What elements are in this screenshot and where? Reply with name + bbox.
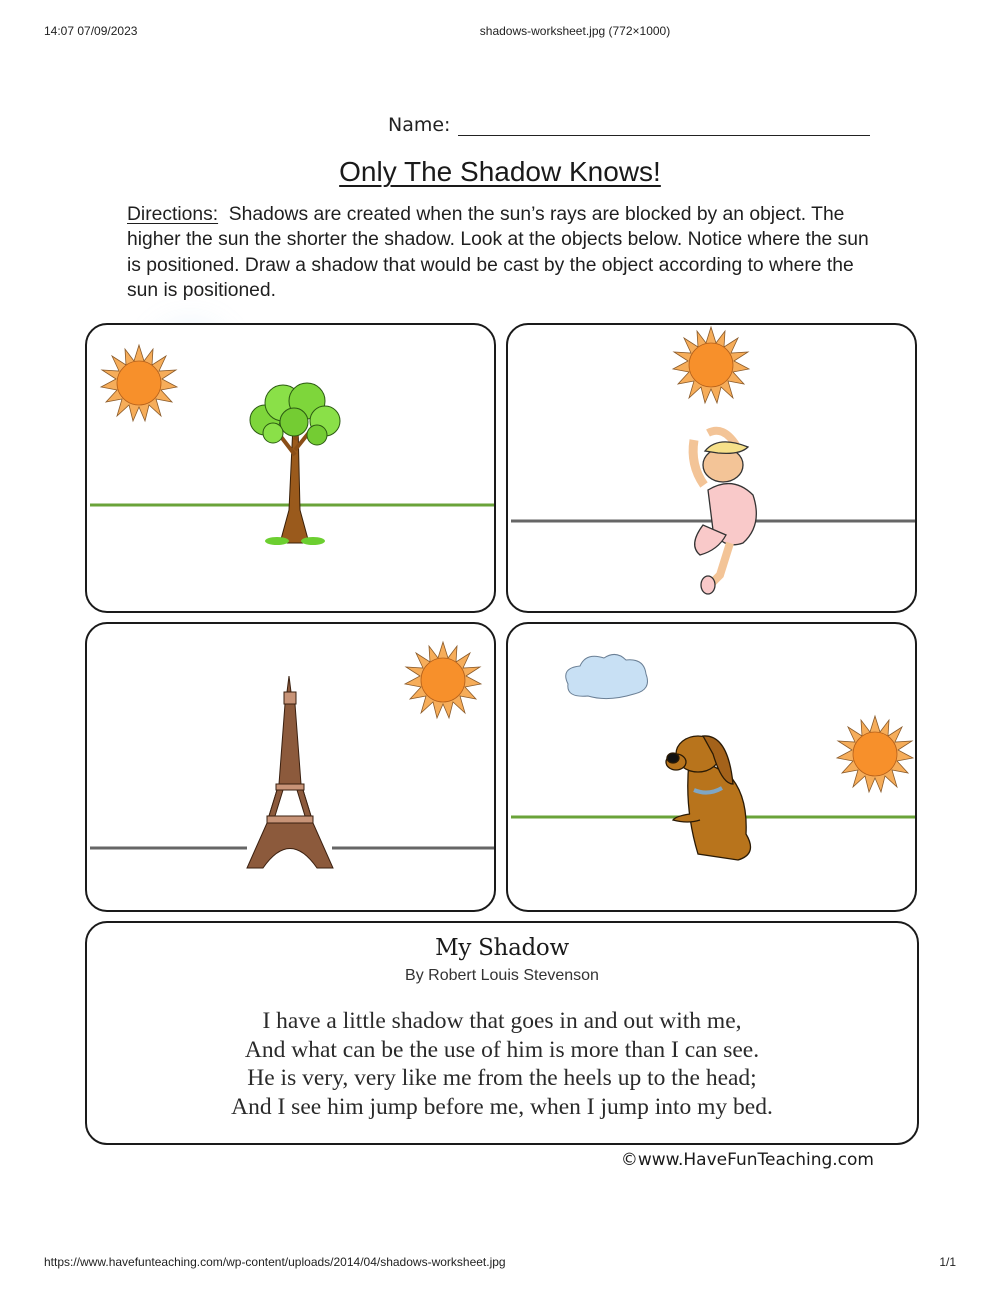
print-footer [0, 1255, 1000, 1271]
name-blank-line[interactable] [458, 116, 870, 136]
sun-icon [101, 345, 177, 421]
eiffel-tower-icon [247, 676, 333, 868]
drawing-panel-girl[interactable] [506, 323, 917, 613]
name-field[interactable] [388, 114, 870, 136]
poem-box [85, 921, 919, 1145]
directions-text: Shadows are created when the sun’s rays are blocked by an object. The higher the sun the shorter the shadow. Look at the objects below. Notice where the sun is positioned. Draw a shadow that would be cast by the object according to where the sun is positioned. [127, 204, 869, 301]
dancing-girl-icon [693, 431, 756, 594]
cloud-icon [566, 654, 648, 698]
poem-line: I have a little shadow that goes in and out with me, [262, 1008, 742, 1034]
drawing-panel-tree[interactable] [85, 323, 496, 613]
sun-icon [405, 642, 481, 718]
sun-icon [673, 327, 749, 403]
directions-label: Directions: [127, 204, 219, 225]
poem-title: My Shadow [435, 935, 569, 961]
poem-author: By Robert Louis Stevenson [405, 967, 599, 984]
directions [127, 202, 887, 303]
worksheet-title: Only The Shadow Knows! [339, 156, 661, 187]
poem-line: He is very, very like me from the heels up to the head; [247, 1065, 757, 1091]
print-document-title: shadows-worksheet.jpg (772×1000) [479, 24, 671, 38]
print-datetime: 14:07 07/09/2023 [44, 24, 138, 38]
poem-lines [87, 1007, 917, 1121]
print-header [0, 24, 1000, 40]
name-label: Name: [388, 114, 451, 136]
poem-line: And I see him jump before me, when I jump into my bed. [231, 1093, 773, 1120]
tree-icon [250, 383, 340, 545]
poem-line: And what can be the use of him is more than I can see. [244, 1036, 760, 1063]
print-page-count: 1/1 [939, 1255, 956, 1269]
drawing-panel-dog[interactable] [506, 622, 917, 912]
drawing-panel-eiffel-tower[interactable] [85, 622, 496, 912]
print-url: https://www.havefunteaching.com/wp-content/uploads/2014/04/shadows-worksheet.jpg [44, 1255, 506, 1269]
copyright-text: ©www.HaveFunTeaching.com [620, 1150, 874, 1170]
sun-icon [837, 716, 913, 792]
dog-icon [666, 736, 751, 860]
